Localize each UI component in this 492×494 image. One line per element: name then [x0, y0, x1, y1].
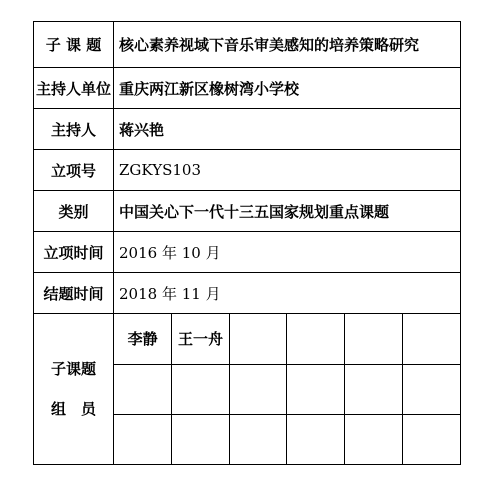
host-unit-value: 重庆两江新区橡树湾小学校	[114, 68, 461, 109]
member-cell	[229, 365, 287, 415]
project-info-table	[33, 21, 461, 465]
project-no-value: ZGKYS103	[114, 150, 461, 191]
group-label-line2: 组 员	[50, 400, 96, 418]
subject-label: 子 课 题	[34, 22, 114, 68]
host-value: 蒋兴艳	[114, 109, 461, 150]
member-cell: 李静	[114, 314, 172, 365]
member-cell	[402, 365, 460, 415]
member-cell	[229, 314, 287, 365]
category-value: 中国关心下一代十三五国家规划重点课题	[114, 191, 461, 232]
subject-value: 核心素养视域下音乐审美感知的培养策略研究	[114, 22, 461, 68]
member-cell	[172, 365, 230, 415]
member-cell	[345, 415, 403, 465]
row-group	[34, 314, 461, 465]
row-subject	[34, 22, 461, 68]
row-approval-time	[34, 232, 461, 273]
approval-time-label: 立项时间	[34, 232, 114, 273]
member-cell	[172, 415, 230, 465]
members-row-2	[114, 365, 460, 415]
members-row-3	[114, 415, 460, 465]
group-label-line1: 子课题	[50, 360, 96, 378]
member-cell	[345, 314, 403, 365]
member-cell	[402, 415, 460, 465]
member-cell	[229, 415, 287, 465]
row-project-no	[34, 150, 461, 191]
document	[33, 21, 461, 465]
member-cell	[287, 365, 345, 415]
row-host-unit	[34, 68, 461, 109]
member-cell	[287, 415, 345, 465]
group-label	[34, 314, 114, 465]
approval-time-value: 2016 年 10 月	[114, 232, 461, 273]
members-grid	[114, 314, 460, 464]
project-no-label: 立项号	[34, 150, 114, 191]
member-cell: 王一舟	[172, 314, 230, 365]
host-unit-label: 主持人单位	[34, 68, 114, 109]
row-category	[34, 191, 461, 232]
members-cell	[114, 314, 461, 465]
category-label: 类别	[34, 191, 114, 232]
row-conclusion-time	[34, 273, 461, 314]
member-cell	[114, 415, 172, 465]
conclusion-time-label: 结题时间	[34, 273, 114, 314]
member-cell	[114, 365, 172, 415]
member-cell	[402, 314, 460, 365]
conclusion-time-value: 2018 年 11 月	[114, 273, 461, 314]
member-cell	[287, 314, 345, 365]
row-host	[34, 109, 461, 150]
members-row-1	[114, 314, 460, 365]
host-label: 主持人	[34, 109, 114, 150]
member-cell	[345, 365, 403, 415]
